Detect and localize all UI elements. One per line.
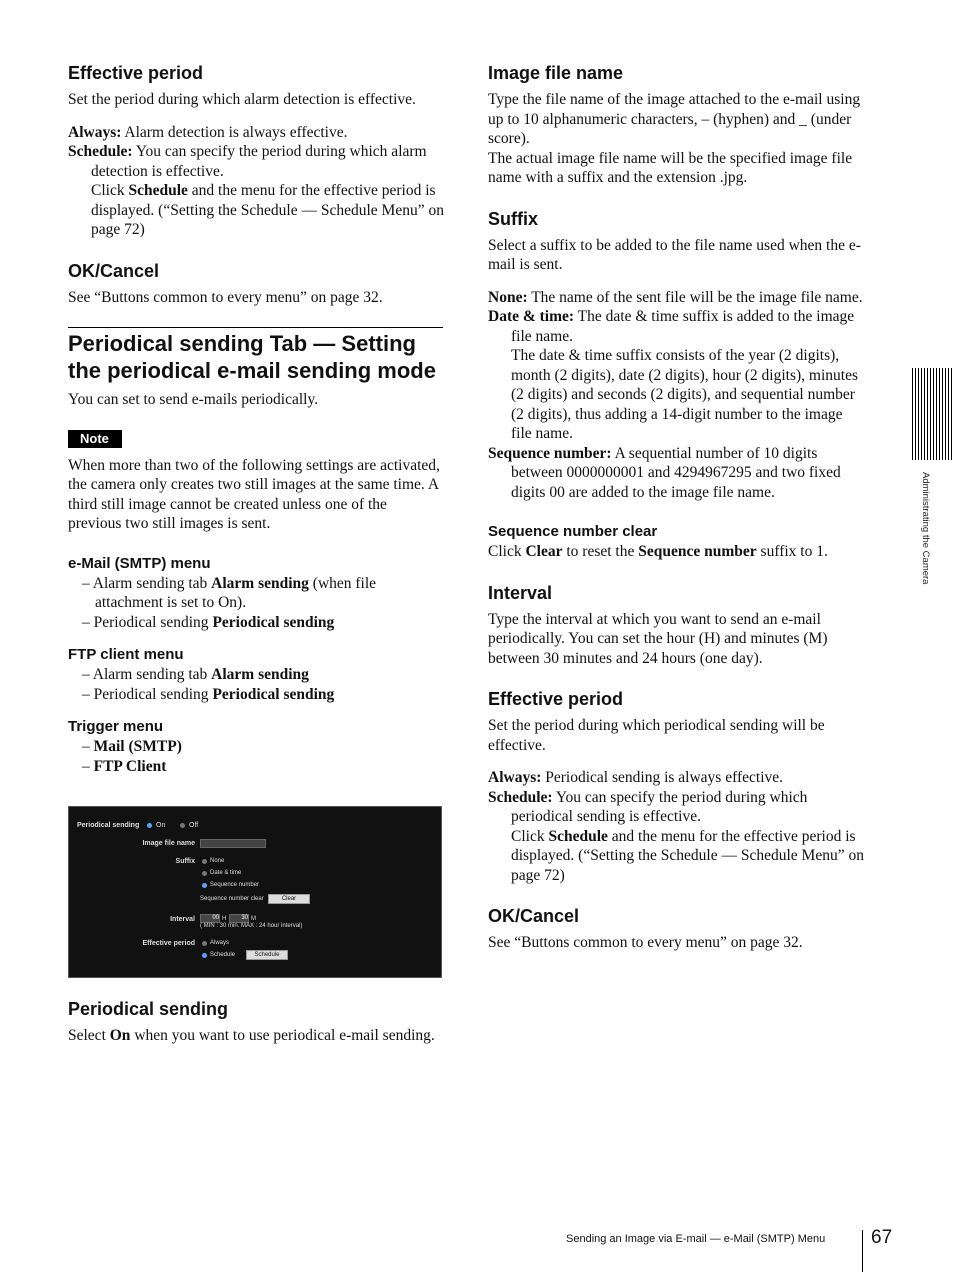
shot-radio-always bbox=[202, 941, 207, 946]
page-number: 67 bbox=[871, 1227, 893, 1248]
shot-always-label: Always bbox=[210, 940, 230, 946]
date-time-continued: The date & time suffix consists of the year (2 digits), month (2 digits), date (2 digits), hour (2 digits), minutes (2 digits) and seconds (2 digits), and sequential number (2 digits), thus adding a 14-digit number to the image file name. bbox=[511, 347, 858, 442]
right-effective-period-intro: Set the period during which periodical sending will be effective. bbox=[488, 717, 825, 754]
right-effective-period-heading: Effective period bbox=[488, 689, 624, 709]
left-column bbox=[68, 62, 444, 1046]
footer-text: Sending an Image via E-mail — e-Mail (SMTP) Menu bbox=[566, 1233, 826, 1245]
sequence-number-clear-heading: Sequence number clear bbox=[488, 523, 658, 540]
shot-none-label: None bbox=[210, 858, 225, 864]
trigger-menu-item-2: – FTP Client bbox=[82, 757, 167, 775]
ftp-menu-item-2: – Periodical sending Periodical sending bbox=[82, 685, 335, 703]
shot-seq-clear-label: Sequence number clear bbox=[200, 896, 264, 902]
effective-period-heading: Effective period bbox=[68, 63, 204, 83]
shot-minutes-field: 30 bbox=[229, 914, 249, 923]
ftp-menu-heading: FTP client menu bbox=[68, 646, 184, 663]
suffix-heading: Suffix bbox=[488, 208, 539, 229]
email-menu-heading: e-Mail (SMTP) menu bbox=[68, 554, 211, 572]
shot-schedule-label: Schedule bbox=[210, 952, 236, 958]
section-intro: You can set to send e-mails periodically. bbox=[68, 391, 319, 408]
shot-h-label: H bbox=[222, 916, 227, 922]
right-schedule-click-text: Click Schedule and the menu for the effective period is displayed. (“Setting the Schedule — Schedule Menu” on page 72) bbox=[511, 827, 864, 884]
shot-radio-on bbox=[147, 823, 152, 828]
right-column bbox=[488, 62, 864, 953]
shot-radio-none bbox=[202, 859, 207, 864]
shot-image-file-name-field bbox=[200, 839, 266, 848]
section-title: Periodical sending Tab — Setting the periodical e-mail sending mode bbox=[68, 331, 436, 383]
shot-hours-field: 00 bbox=[200, 914, 220, 923]
sequence-number-clear-text: Click Clear to reset the Sequence number suffix to 1. bbox=[488, 543, 828, 560]
shot-m-label: M bbox=[251, 916, 256, 922]
shot-suffix-label: Suffix bbox=[175, 858, 195, 865]
interval-text: Type the interval at which you want to send an e-mail periodically. You can set the hour (H) and minutes (M) between 30 minutes and 24 hours (one day). bbox=[488, 610, 828, 667]
shot-effective-period-label: Effective period bbox=[142, 940, 195, 947]
shot-radio-date bbox=[202, 871, 207, 876]
side-tab-marker bbox=[912, 368, 954, 460]
note-text: When more than two of the following settings are activated, the camera only creates two still images at the same time. A third still image cannot be created unless one of the previous two still images is sent. bbox=[68, 456, 440, 532]
trigger-menu-item-1: – Mail (SMTP) bbox=[82, 738, 182, 755]
shot-interval-hint: ( MIN : 30 min. MAX : 24 hour interval) bbox=[200, 923, 303, 929]
shot-on-label: On bbox=[156, 822, 166, 829]
date-time-definition: Date & time: The date & time suffix is added to the image file name. bbox=[488, 308, 855, 345]
shot-clear-button: Clear bbox=[268, 894, 310, 904]
shot-radio-seq bbox=[202, 883, 207, 888]
interval-heading: Interval bbox=[488, 582, 553, 603]
ok-cancel-heading: OK/Cancel bbox=[68, 260, 160, 281]
right-always-definition: Always: Periodical sending is always effective. bbox=[488, 769, 784, 786]
note-label: Note bbox=[68, 430, 122, 448]
periodical-sending-screenshot bbox=[68, 806, 442, 978]
email-menu-item-2: – Periodical sending Periodical sending bbox=[82, 613, 335, 631]
shot-interval-label: Interval bbox=[170, 916, 195, 923]
periodical-sending-text: Select On when you want to use periodical e-mail sending. bbox=[68, 1027, 435, 1044]
shot-radio-off bbox=[180, 823, 185, 828]
shot-image-file-name-label: Image file name bbox=[142, 840, 195, 847]
footer-rule bbox=[862, 1230, 863, 1272]
section-rule bbox=[68, 327, 443, 328]
periodical-sending-heading: Periodical sending bbox=[68, 999, 229, 1019]
ftp-menu-item-1: – Alarm sending tab Alarm sending bbox=[82, 666, 309, 683]
right-ok-cancel-heading: OK/Cancel bbox=[488, 906, 580, 926]
shot-date-label: Date & time bbox=[210, 870, 242, 876]
image-file-name-p2: The actual image file name will be the specified image file name with a suffix and the extension .jpg. bbox=[488, 149, 853, 186]
trigger-menu-heading: Trigger menu bbox=[68, 718, 164, 735]
right-ok-cancel-text: See “Buttons common to every menu” on page 32. bbox=[488, 934, 803, 951]
image-file-name-p1: Type the file name of the image attached to the e-mail using up to 10 alphanumeric characters, – (hyphen) and _ (under score). bbox=[488, 91, 861, 147]
schedule-click-text: Click Schedule and the menu for the effective period is displayed. (“Setting the Schedule — Schedule Menu” on page 72) bbox=[91, 182, 444, 238]
shot-off-label: Off bbox=[189, 822, 199, 829]
sequence-number-definition: Sequence number: A sequential number of 10 digits between 0000000001 and 4294967295 and two fixed digits 00 are added to the image file name. bbox=[488, 444, 841, 501]
right-schedule-definition: Schedule: You can specify the period during which periodical sending is effective. bbox=[488, 788, 808, 825]
schedule-definition: Schedule: You can specify the period during which alarm detection is effective. bbox=[68, 143, 427, 180]
shot-radio-schedule bbox=[202, 953, 207, 958]
image-file-name-heading: Image file name bbox=[488, 63, 624, 83]
shot-periodical-sending-label: Periodical sending bbox=[77, 822, 140, 829]
side-tab-text: Administrating the Camera bbox=[920, 472, 931, 585]
shot-seq-label: Sequence number bbox=[210, 882, 260, 888]
shot-schedule-button: Schedule bbox=[246, 950, 288, 960]
email-menu-item-1: – Alarm sending tab Alarm sending (when file attachment is set to On). bbox=[82, 574, 377, 611]
none-definition: None: The name of the sent file will be the image file name. bbox=[488, 288, 863, 306]
ok-cancel-text: See “Buttons common to every menu” on page 32. bbox=[68, 288, 383, 306]
suffix-intro: Select a suffix to be added to the file name used when the e-mail is sent. bbox=[488, 236, 861, 273]
effective-period-intro: Set the period during which alarm detection is effective. bbox=[68, 91, 416, 108]
always-definition: Always: Alarm detection is always effective. bbox=[68, 123, 348, 141]
